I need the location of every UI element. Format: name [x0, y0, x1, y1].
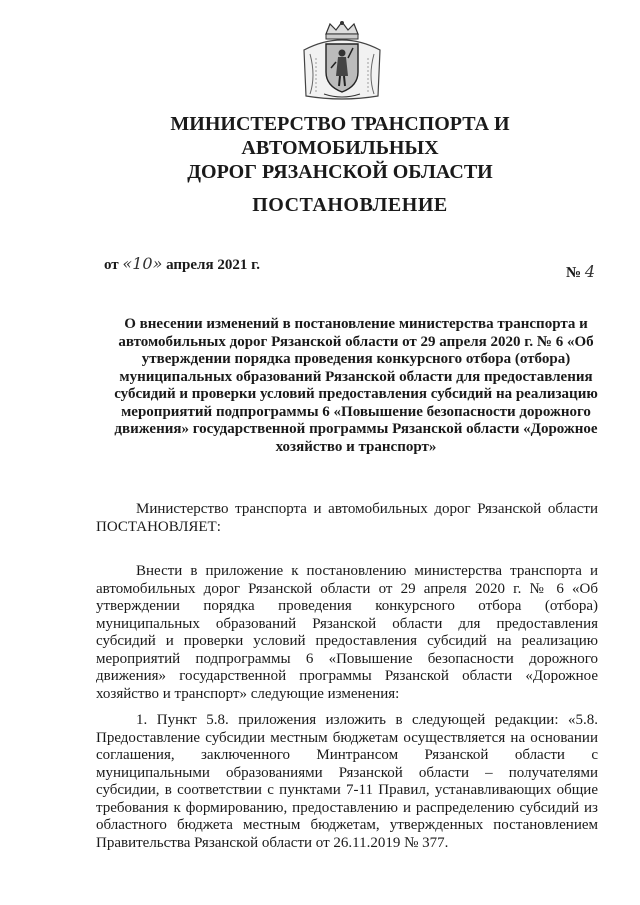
body-paragraph-2: Внести в приложение к постановлению министерства транспорта и автомобильных дорог Рязанской области от 29 апреля 2020 г. № 6 «Об утверждении порядка проведения конкурсного отбора (отбора) муниципальных образований Рязанской области для предоставления субсидий и проверки условий предоставления субсидий на реализацию мероприятий подпрограммы 6 «Повышение безопасности дорожного движения» государственной программы Рязанской области «Дорожное хозяйство и транспорт» следующие изменения: [96, 563, 598, 702]
date-prefix: от [104, 257, 119, 273]
subject-line-8: хозяйство и транспорт» [275, 438, 437, 455]
body-paragraph-1: Министерство транспорта и автомобильных дорог Рязанской области ПОСТАНОВЛЯЕТ: [96, 501, 598, 535]
number-value: 4 [584, 262, 596, 281]
document-date [104, 254, 260, 274]
subject-line-4: муниципальных образований Рязанской области для предоставления [119, 368, 593, 385]
ministry-name [100, 112, 580, 184]
body-paragraph-3: 1. Пункт 5.8. приложения изложить в следующей редакции: «5.8. Предоставление субсидии местным бюджетам осуществляется на основании соглашения, заключенного Минтрансом Рязанской области с муниципальными образованиями Рязанской области – получателями субсидии, в соответствии с пунктами 7-11 Правил, устанавливающих общие требования к формированию, предоставлению и распределению субсидий из областного бюджета местным бюджетам, утвержденных постановлением Правительства Рязанской области от 26.11.2019 № 377. [96, 712, 598, 851]
number-sign: № [566, 265, 582, 281]
subject-line-1: О внесении изменений в постановление министерства транспорта и [124, 316, 588, 332]
ministry-name-line-2: ДОРОГ РЯЗАНСКОЙ ОБЛАСТИ [187, 161, 493, 183]
ministry-name-line-1: МИНИСТЕРСТВО ТРАНСПОРТА И АВТОМОБИЛЬНЫХ [170, 113, 510, 159]
subject-line-2: автомобильных дорог Рязанской области от 29 апреля 2020 г. № 6 «Об [118, 333, 594, 350]
date-day: «10» [122, 254, 163, 273]
subject-line-3: утверждении порядка проведения конкурсного отбора (отбора) [141, 351, 571, 367]
subject-line-6: мероприятий подпрограммы 6 «Повышение безопасности дорожного [121, 403, 591, 420]
document-subject [108, 316, 604, 456]
document-number [566, 262, 595, 282]
date-rest: апреля 2021 г. [166, 257, 260, 273]
subject-line-7: движения» государственной программы Рязанской области «Дорожное [114, 421, 598, 437]
document-type-title: ПОСТАНОВЛЕНИЕ [252, 194, 448, 216]
subject-line-5: субсидий и проверки условий предоставления субсидий на реализацию [114, 386, 598, 402]
ryazan-coat-of-arms-icon [296, 20, 388, 102]
